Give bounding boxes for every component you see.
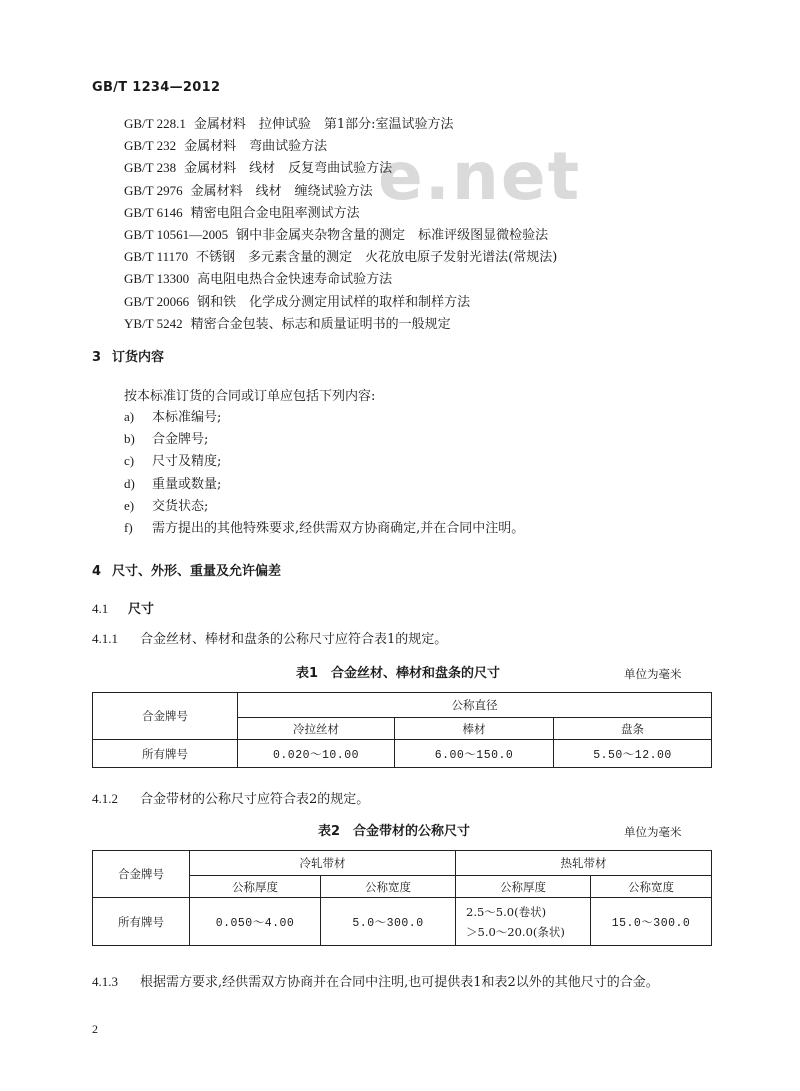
reference-code: GB/T 13300 [124, 271, 190, 287]
reference-item [124, 224, 557, 246]
section-3-intro: 按本标准订货的合同或订单应包括下列内容: [124, 389, 376, 404]
table-1-unit: 单位为毫米 [624, 667, 682, 681]
table-1-caption: 表1 合金丝材、棒材和盘条的尺寸 [296, 666, 501, 681]
reference-item [124, 246, 557, 268]
list-item [124, 428, 524, 450]
reference-item [124, 157, 557, 179]
section-title: 尺寸、外形、重量及允许偏差 [112, 564, 282, 579]
reference-title: 精密电阻合金电阻率测试方法 [190, 205, 360, 221]
clause-text: 根据需方要求,经供需双方协商并在合同中注明,也可提供表1和表2以外的其他尺寸的合金。 [140, 975, 659, 990]
subsection-4-1-heading [92, 598, 154, 617]
reference-title: 钢中非金属夹杂物含量的测定 标准评级图显微检验法 [236, 228, 549, 244]
list-item [124, 517, 524, 539]
reference-code: GB/T 238 [124, 160, 177, 176]
section-4-heading [92, 560, 281, 579]
clause-number: 4.1.2 [92, 791, 118, 806]
reference-code: GB/T 10561—2005 [124, 227, 229, 243]
section-number: 3 [92, 350, 102, 365]
table-header-group: 公称直径 [238, 693, 712, 718]
reference-code: GB/T 20066 [124, 293, 190, 309]
clause-4-1-3 [92, 971, 659, 990]
table-header-cell: 公称厚度 [456, 876, 591, 898]
table-cell: 0.020～10.00 [238, 740, 395, 768]
clause-text: 合金带材的公称尺寸应符合表2的规定。 [140, 792, 370, 807]
reference-title: 金属材料 弯曲试验方法 [184, 139, 328, 155]
list-item [124, 406, 524, 428]
reference-item [124, 135, 557, 157]
order-content-list [124, 406, 524, 539]
reference-item [124, 113, 557, 135]
table-1 [92, 692, 712, 768]
table-header-cell: 冷拉丝材 [238, 718, 395, 740]
section-title: 订货内容 [112, 350, 165, 365]
watermark: e.net [378, 138, 582, 215]
reference-code: GB/T 228.1 [124, 116, 186, 131]
section-3-heading [92, 346, 164, 365]
reference-title: 金属材料 拉伸试验 第1部分:室温试验方法 [193, 117, 454, 132]
reference-item [124, 291, 557, 313]
table-cell: 6.00～150.0 [395, 740, 554, 768]
reference-code: GB/T 2976 [124, 182, 183, 198]
reference-item [124, 202, 557, 224]
item-text: 本标准编号; [152, 410, 222, 425]
table-2-caption: 表2 合金带材的公称尺寸 [318, 824, 471, 839]
table-header-cell: 公称厚度 [190, 876, 321, 898]
table-header-cell: 公称宽度 [591, 876, 712, 898]
table-cell-hot-thickness [456, 898, 591, 946]
item-label: a) [124, 409, 135, 424]
item-label: c) [124, 453, 135, 469]
reference-title: 钢和铁 化学成分测定用试样的取样和制样方法 [197, 294, 471, 310]
table-row-label: 所有牌号 [93, 898, 190, 946]
clause-4-1-2 [92, 788, 369, 807]
item-text: 需方提出的其他特殊要求,经供需双方协商确定,并在合同中注明。 [152, 521, 525, 537]
page-number: 2 [92, 1022, 98, 1036]
table-2 [92, 850, 712, 946]
reference-title: 高电阻电热合金快速寿命试验方法 [197, 272, 393, 288]
table-header-grade: 合金牌号 [93, 851, 190, 898]
clause-number: 4.1.3 [92, 974, 118, 989]
table-header-cold-rolled: 冷轧带材 [190, 851, 456, 876]
table-2-unit: 单位为毫米 [624, 825, 682, 839]
table-header-cell: 公称宽度 [321, 876, 456, 898]
item-text: 交货状态; [152, 498, 209, 514]
hot-thickness-line: 2.5～5.0(卷状) [466, 904, 547, 919]
item-label: b) [124, 431, 135, 447]
table-cell: 15.0～300.0 [591, 898, 712, 946]
table-header-grade: 合金牌号 [93, 693, 238, 740]
list-item [124, 473, 524, 495]
reference-code: GB/T 11170 [124, 249, 189, 265]
hot-thickness-line: ＞5.0～20.0(条状) [466, 924, 565, 939]
table-header-hot-rolled: 热轧带材 [456, 851, 712, 876]
reference-title: 金属材料 线材 缠绕试验方法 [190, 183, 373, 199]
table-header-cell: 盘条 [554, 718, 712, 740]
reference-title: 金属材料 线材 反复弯曲试验方法 [184, 161, 393, 177]
clause-4-1-1 [92, 628, 447, 647]
table-row-label: 所有牌号 [93, 740, 238, 768]
normative-references-list [124, 113, 557, 335]
item-label: d) [124, 475, 135, 491]
item-text: 重量或数量; [152, 476, 222, 492]
clause-number: 4.1.1 [92, 631, 118, 646]
reference-item [124, 180, 557, 202]
item-label: f) [124, 520, 133, 536]
section-number: 4 [92, 564, 102, 579]
reference-item [124, 313, 557, 335]
reference-code: GB/T 6146 [124, 204, 183, 220]
reference-code: YB/T 5242 [124, 315, 183, 331]
list-item [124, 495, 524, 517]
subsection-title: 尺寸 [128, 602, 155, 617]
reference-code: GB/T 232 [124, 138, 177, 154]
reference-item [124, 268, 557, 290]
list-item [124, 450, 524, 472]
item-text: 合金牌号; [152, 432, 209, 448]
item-label: e) [124, 497, 135, 513]
table-cell: 0.050～4.00 [190, 898, 321, 946]
table-header-cell: 棒材 [395, 718, 554, 740]
clause-text: 合金丝材、棒材和盘条的公称尺寸应符合表1的规定。 [140, 632, 448, 647]
reference-title: 精密合金包装、标志和质量证明书的一般规定 [190, 316, 451, 332]
subsection-number: 4.1 [92, 601, 109, 616]
table-cell: 5.50～12.00 [554, 740, 712, 768]
table-cell: 5.0～300.0 [321, 898, 456, 946]
standard-number-header: GB/T 1234—2012 [92, 80, 221, 95]
reference-title: 不锈钢 多元素含量的测定 火花放电原子发射光谱法(常规法) [196, 250, 558, 266]
item-text: 尺寸及精度; [152, 454, 222, 470]
